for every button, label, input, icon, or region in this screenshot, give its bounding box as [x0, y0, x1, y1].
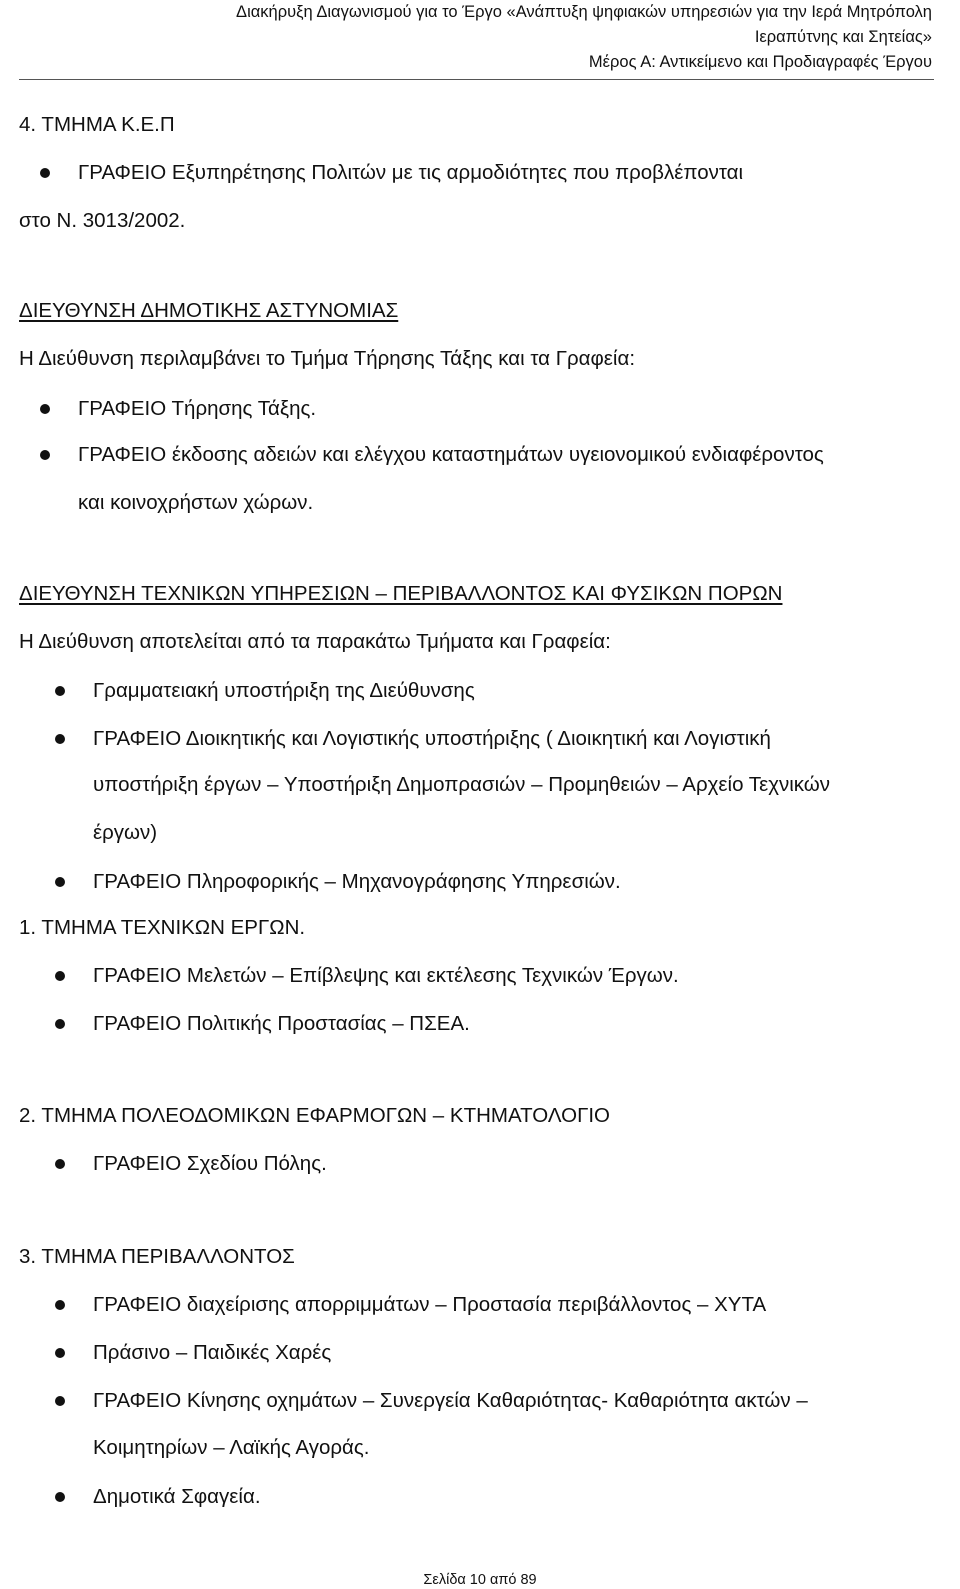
bullet-icon	[55, 1492, 65, 1502]
technical-item-2-line-1: ΓΡΑΦΕΙΟ Διοικητικής και Λογιστικής υποστήριξης ( Διοικητική και Λογιστική	[93, 727, 771, 750]
header-line-3: Μέρος Α: Αντικείμενο και Προδιαγραφές Έργου	[588, 53, 932, 71]
dept-3-item-4: Δημοτικά Σφαγεία.	[93, 1485, 261, 1508]
kep-item-1-line-1: ΓΡΑΦΕΙΟ Εξυπηρέτησης Πολιτών με τις αρμοδιότητες που προβλέπονται	[78, 161, 744, 184]
bullet-icon	[55, 686, 65, 696]
technical-item-3: ΓΡΑΦΕΙΟ Πληροφορικής – Μηχανογράφησης Υπηρεσιών.	[93, 870, 621, 893]
header-line-1: Διακήρυξη Διαγωνισμού για το Έργο «Ανάπτυξη ψηφιακών υπηρεσιών για την Ιερά Μητρόπολη	[236, 3, 932, 21]
technical-item-2-line-3: έργων)	[93, 821, 158, 844]
dept-3-item-3-line-2: Κοιμητηρίων – Λαϊκής Αγοράς.	[93, 1436, 370, 1459]
police-item-2-line-2: και κοινοχρήστων χώρων.	[78, 491, 314, 514]
bullet-icon	[55, 1396, 65, 1406]
dept-3-item-1: ΓΡΑΦΕΙΟ διαχείρισης απορριμμάτων – Προστασία περιβάλλοντος – ΧΥΤΑ	[93, 1293, 767, 1316]
dept-1-item-2: ΓΡΑΦΕΙΟ Πολιτικής Προστασίας – ΠΣΕΑ.	[93, 1012, 470, 1035]
technical-section-title: ΔΙΕΥΘΥΝΣΗ ΤΕΧΝΙΚΩΝ ΥΠΗΡΕΣΙΩΝ – ΠΕΡΙΒΑΛΛΟΝΤΟΣ ΚΑΙ ΦΥΣΙΚΩΝ ΠΟΡΩΝ	[19, 582, 783, 605]
technical-intro: Η Διεύθυνση αποτελείται από τα παρακάτω Τμήματα και Γραφεία:	[19, 630, 611, 653]
bullet-icon	[55, 1300, 65, 1310]
police-intro: Η Διεύθυνση περιλαμβάνει το Τμήμα Τήρησης Τάξης και τα Γραφεία:	[19, 347, 636, 370]
police-section-title: ΔΙΕΥΘΥΝΣΗ ΔΗΜΟΤΙΚΗΣ ΑΣΤΥΝΟΜΙΑΣ	[19, 299, 399, 322]
dept-1-title: 1. ΤΜΗΜΑ ΤΕΧΝΙΚΩΝ ΕΡΓΩΝ.	[19, 916, 306, 939]
kep-title: 4. ΤΜΗΜΑ Κ.Ε.Π	[19, 113, 175, 136]
bullet-icon	[55, 1348, 65, 1358]
bullet-icon	[40, 404, 50, 414]
police-item-2-line-1: ΓΡΑΦΕΙΟ έκδοσης αδειών και ελέγχου καταστημάτων υγειονομικού ενδιαφέροντος	[78, 443, 824, 466]
bullet-icon	[55, 1159, 65, 1169]
police-item-1: ΓΡΑΦΕΙΟ Τήρησης Τάξης.	[78, 397, 317, 420]
bullet-icon	[55, 971, 65, 981]
bullet-icon	[55, 734, 65, 744]
dept-2-title: 2. ΤΜΗΜΑ ΠΟΛΕΟΔΟΜΙΚΩΝ ΕΦΑΡΜΟΓΩΝ – ΚΤΗΜΑΤΟΛΟΓΙΟ	[19, 1104, 610, 1127]
dept-3-item-2: Πράσινο – Παιδικές Χαρές	[93, 1341, 332, 1364]
dept-3-title: 3. ΤΜΗΜΑ ΠΕΡΙΒΑΛΛΟΝΤΟΣ	[19, 1245, 295, 1268]
kep-item-1-line-2: στο Ν. 3013/2002.	[19, 209, 186, 232]
bullet-icon	[40, 168, 50, 178]
bullet-icon	[55, 877, 65, 887]
dept-1-item-1: ΓΡΑΦΕΙΟ Μελετών – Επίβλεψης και εκτέλεσης Τεχνικών Έργων.	[93, 964, 679, 987]
header-line-2: Ιεραπύτνης και Σητείας»	[754, 28, 932, 46]
dept-2-item-1: ΓΡΑΦΕΙΟ Σχεδίου Πόλης.	[93, 1152, 327, 1175]
dept-3-item-3-line-1: ΓΡΑΦΕΙΟ Κίνησης οχημάτων – Συνεργεία Καθαριότητας- Καθαριότητα ακτών –	[93, 1389, 808, 1412]
bullet-icon	[40, 450, 50, 460]
page-number: Σελίδα 10 από 89	[423, 1572, 537, 1588]
bullet-icon	[55, 1019, 65, 1029]
technical-item-2-line-2: υποστήριξη έργων – Υποστήριξη Δημοπρασιών – Προμηθειών – Αρχείο Τεχνικών	[93, 773, 831, 796]
technical-item-1: Γραμματειακή υποστήριξη της Διεύθυνσης	[93, 679, 475, 702]
